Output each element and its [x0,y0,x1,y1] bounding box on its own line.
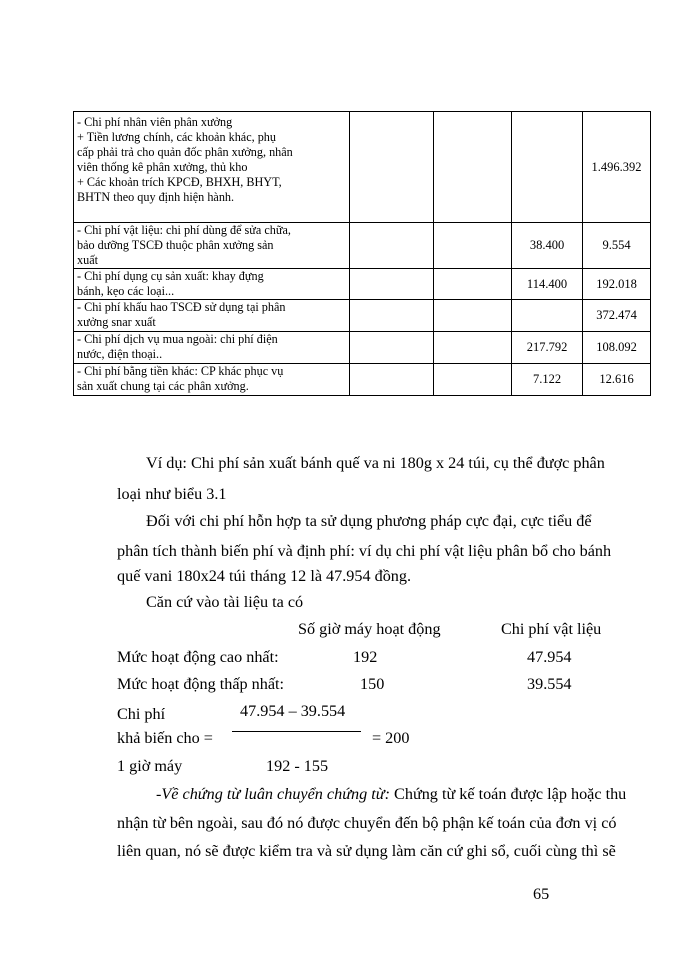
table-row [74,223,651,269]
cost-description-line: bánh, kẹo các loại... [77,284,175,298]
cost-description-line: - Chi phí khấu hao TSCĐ sử dụng tại phân [77,300,286,314]
cost-description-cell [74,112,350,223]
cost-description-line: viên thống kê phân xưởng, thủ kho [77,160,248,174]
cost-description-cell [74,269,350,300]
cost-description-line: sản xuất chung tại các phân xưởng. [77,379,249,393]
empty-cell [434,332,512,364]
amount-cell-col4 [512,300,583,332]
documents-heading: -Về chứng từ luân chuyển chứng từ: [156,785,390,803]
table-row [74,112,651,223]
fraction-bar [232,731,361,732]
amount-cell-col5: 1.496.392 [583,112,651,223]
high-activity-material: 47.954 [527,648,572,666]
header-material-cost: Chi phí vật liệu [501,620,602,638]
empty-cell [350,300,434,332]
empty-cell [434,223,512,269]
empty-cell [350,332,434,364]
mixed-cost-line-1: Đối với chi phí hỗn hợp ta sử dụng phương pháp cực đại, cực tiểu để [146,512,592,530]
documents-line-3: liên quan, nó sẽ được kiểm tra và sử dụng làm căn cứ ghi sổ, cuối cùng thì sẽ [117,842,616,860]
empty-cell [434,364,512,396]
page-number: 65 [533,885,550,903]
empty-cell [434,269,512,300]
documents-line-2: nhận từ bên ngoài, sau đó nó được chuyển đến bộ phận kế toán của đơn vị có [117,814,617,832]
amount-cell-col4: 38.400 [512,223,583,269]
cost-description-line: BHTN theo quy định hiện hành. [77,190,235,204]
amount-cell-col4 [512,112,583,223]
cost-description-line: bảo dưỡng TSCĐ thuộc phân xưởng sản [77,238,274,252]
cost-description-cell [74,364,350,396]
empty-cell [350,223,434,269]
cost-description-line: - Chi phí nhân viên phân xưởng [77,115,233,129]
empty-cell [434,112,512,223]
empty-cell [350,112,434,223]
calc-label-1: Chi phí [117,705,166,723]
cost-description-cell [74,223,350,269]
cost-description-line: + Các khoản trích KPCĐ, BHXH, BHYT, [77,175,282,189]
amount-cell-col5: 108.092 [583,332,651,364]
empty-cell [350,364,434,396]
cost-description-cell [74,332,350,364]
header-machine-hours: Số giờ máy hoạt động [298,620,441,638]
cost-description-cell [74,300,350,332]
cost-description-line: xuất [77,253,98,267]
empty-cell [350,269,434,300]
amount-cell-col4: 7.122 [512,364,583,396]
documents-line-1-rest: Chứng từ kế toán được lập hoặc thu [390,785,627,803]
calc-numerator: 47.954 – 39.554 [240,702,346,720]
low-activity-hours: 150 [360,675,385,693]
table-row [74,332,651,364]
amount-cell-col5: 12.616 [583,364,651,396]
low-activity-label: Mức hoạt động thấp nhất: [117,675,285,693]
example-line-2: loại như biểu 3.1 [117,485,227,503]
empty-cell [434,300,512,332]
high-activity-hours: 192 [353,648,378,666]
amount-cell-col4: 217.792 [512,332,583,364]
mixed-cost-line-2: phân tích thành biến phí và định phí: ví dụ chi phí vật liệu phân bổ cho bánh [117,542,612,560]
low-activity-material: 39.554 [527,675,572,693]
cost-description-line: nước, điện thoại.. [77,347,163,361]
high-activity-label: Mức hoạt động cao nhất: [117,648,279,666]
amount-cell-col5: 372.474 [583,300,651,332]
amount-cell-col5: 9.554 [583,223,651,269]
table-row [74,269,651,300]
cost-table [73,111,651,396]
amount-cell-col5: 192.018 [583,269,651,300]
table-row [74,364,651,396]
table-row [74,300,651,332]
example-line-1: Ví dụ: Chi phí sản xuất bánh quế va ni 180g x 24 túi, cụ thể được phân [146,454,605,472]
cost-description-line: cấp phải trả cho quản đốc phân xưởng, nhân [77,145,293,159]
cost-description-line: - Chi phí vật liệu: chi phí dùng để sửa chữa, [77,223,291,237]
documents-line-1 [156,784,626,804]
cost-description-line: - Chi phí dịch vụ mua ngoài: chi phí điện [77,332,278,346]
calc-denominator: 192 - 155 [266,757,329,775]
cost-description-line: + Tiền lương chính, các khoản khác, phụ [77,130,276,144]
cost-description-line: xưởng snar xuất [77,315,156,329]
calc-result: = 200 [372,729,410,747]
calc-label-2: khả biến cho = [117,729,213,747]
cost-description-line: - Chi phí bằng tiền khác: CP khác phục vụ [77,364,284,378]
mixed-cost-line-3: quế vani 180x24 túi tháng 12 là 47.954 đồng. [117,567,412,585]
calc-label-3: 1 giờ máy [117,757,183,775]
amount-cell-col4: 114.400 [512,269,583,300]
based-on-line: Căn cứ vào tài liệu ta có [146,593,304,611]
cost-description-line: - Chi phí dụng cụ sản xuất: khay đựng [77,269,264,283]
